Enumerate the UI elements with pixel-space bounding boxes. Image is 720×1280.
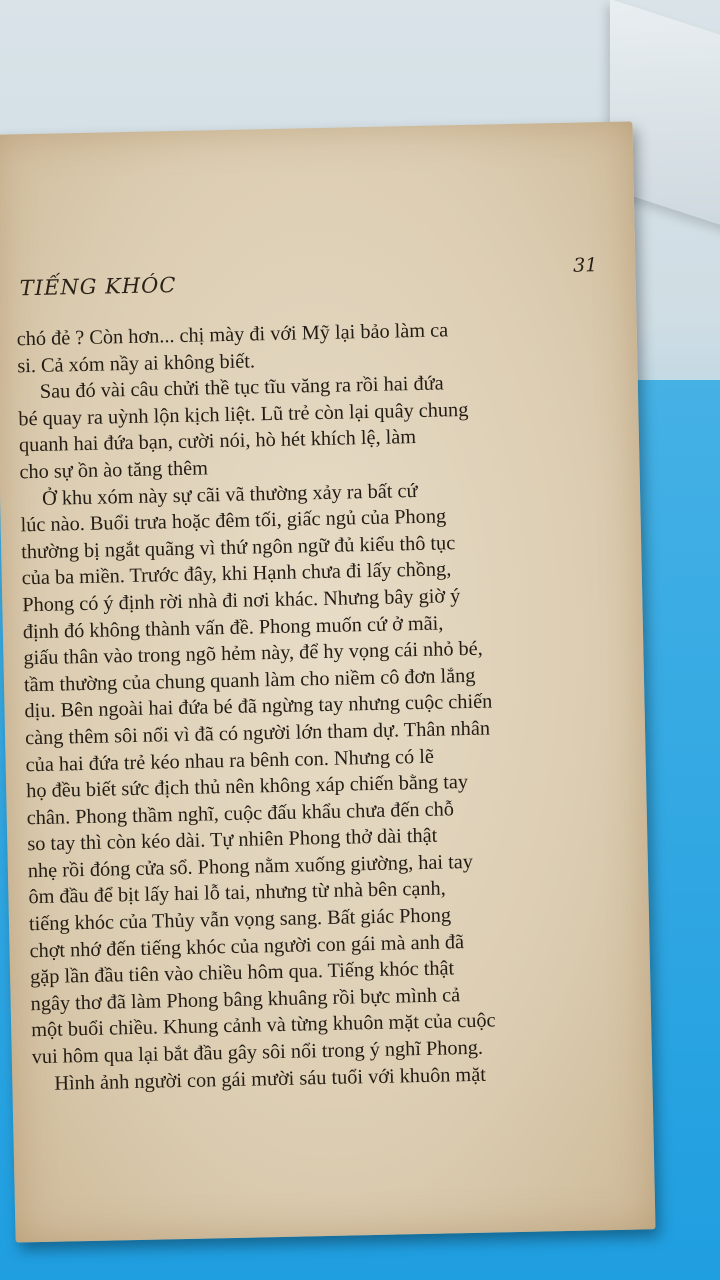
text-line: chó đẻ ? Còn hơn... chị mày đi với Mỹ lại bảo làm ca xyxy=(16,319,449,351)
running-title: TIẾNG KHÓC xyxy=(19,273,177,301)
text-line: của ba miền. Trước đây, khi Hạnh chưa đi lấy chồng, xyxy=(21,558,452,590)
text-line: so tay thì còn kéo dài. Tự nhiên Phong thở dài thật xyxy=(27,824,438,856)
text-line: thường bị ngắt quãng vì thứ ngôn ngữ đủ kiểu thô tục xyxy=(20,531,456,564)
text-line: vui hôm qua lại bắt đầu gây sôi nổi trong ý nghĩ Phong. xyxy=(31,1036,484,1069)
text-line: Phong có ý định rời nhà đi nơi khác. Nhưng bây giờ ý xyxy=(22,585,461,617)
body-text xyxy=(16,314,622,1097)
text-line: một buổi chiều. Khung cảnh và từng khuôn mặt của cuộc xyxy=(31,1009,496,1042)
text-line: lúc nào. Buổi trưa hoặc đêm tối, giấc ngủ của Phong xyxy=(20,505,447,537)
text-line: định đó không thành vấn đề. Phong muốn cứ ở mãi, xyxy=(22,612,444,643)
text-line: ôm đầu để bịt lấy hai lỗ tai, nhưng từ nhà bên cạnh, xyxy=(28,877,446,909)
text-line: Sau đó vài câu chửi thề tục tĩu văng ra rồi hai đứa xyxy=(39,372,444,404)
text-line: chân. Phong thầm nghĩ, cuộc đấu khẩu chưa đến chỗ xyxy=(26,797,455,829)
text-line: giấu thân vào trong ngõ hẻm này, để hy vọng cái nhỏ bé, xyxy=(23,637,483,670)
text-line: bé quay ra uỳnh lộn kịch liệt. Lũ trẻ còn lại quây chung xyxy=(18,398,469,431)
page-header xyxy=(19,254,598,316)
text-line: tiếng khóc của Thủy vẫn vọng sang. Bất giác Phong xyxy=(28,904,452,936)
text-line: cho sự ồn ào tăng thêm xyxy=(19,457,209,484)
text-line: càng thêm sôi nổi vì đã có người lớn tham dự. Thân nhân xyxy=(24,717,491,750)
text-line: quanh hai đứa bạn, cười nói, hò hét khích lệ, làm xyxy=(18,426,417,457)
page-number: 31 xyxy=(572,254,598,277)
text-line: dịu. Bên ngoài hai đứa bé đã ngừng tay nhưng cuộc chiến xyxy=(24,690,493,723)
book-page xyxy=(0,121,656,1242)
text-line: Ở khu xóm này sự cãi vã thường xảy ra bất cứ xyxy=(41,479,418,510)
text-line: của hai đứa trẻ kéo nhau ra bênh con. Nhưng có lẽ xyxy=(25,745,435,776)
text-line: Hình ảnh người con gái mười sáu tuổi với khuôn mặt xyxy=(54,1063,487,1095)
text-line: họ đều biết sức địch thủ nên không xáp chiến bằng tay xyxy=(25,771,469,803)
text-line: tầm thường của chung quanh làm cho niềm cô đơn lắng xyxy=(23,664,476,696)
text-line: si. Cả xóm nầy ai không biết. xyxy=(17,349,256,377)
text-line: ngây thơ đã làm Phong bâng khuâng rồi bực mình cả xyxy=(30,984,461,1016)
text-line: chợt nhớ đến tiếng khóc của người con gái mà anh đã xyxy=(29,930,465,962)
text-line: nhẹ rồi đóng cửa sổ. Phong nằm xuống giường, hai tay xyxy=(27,850,474,883)
text-line: gặp lần đầu tiên vào chiều hôm qua. Tiếng khóc thật xyxy=(29,957,455,989)
